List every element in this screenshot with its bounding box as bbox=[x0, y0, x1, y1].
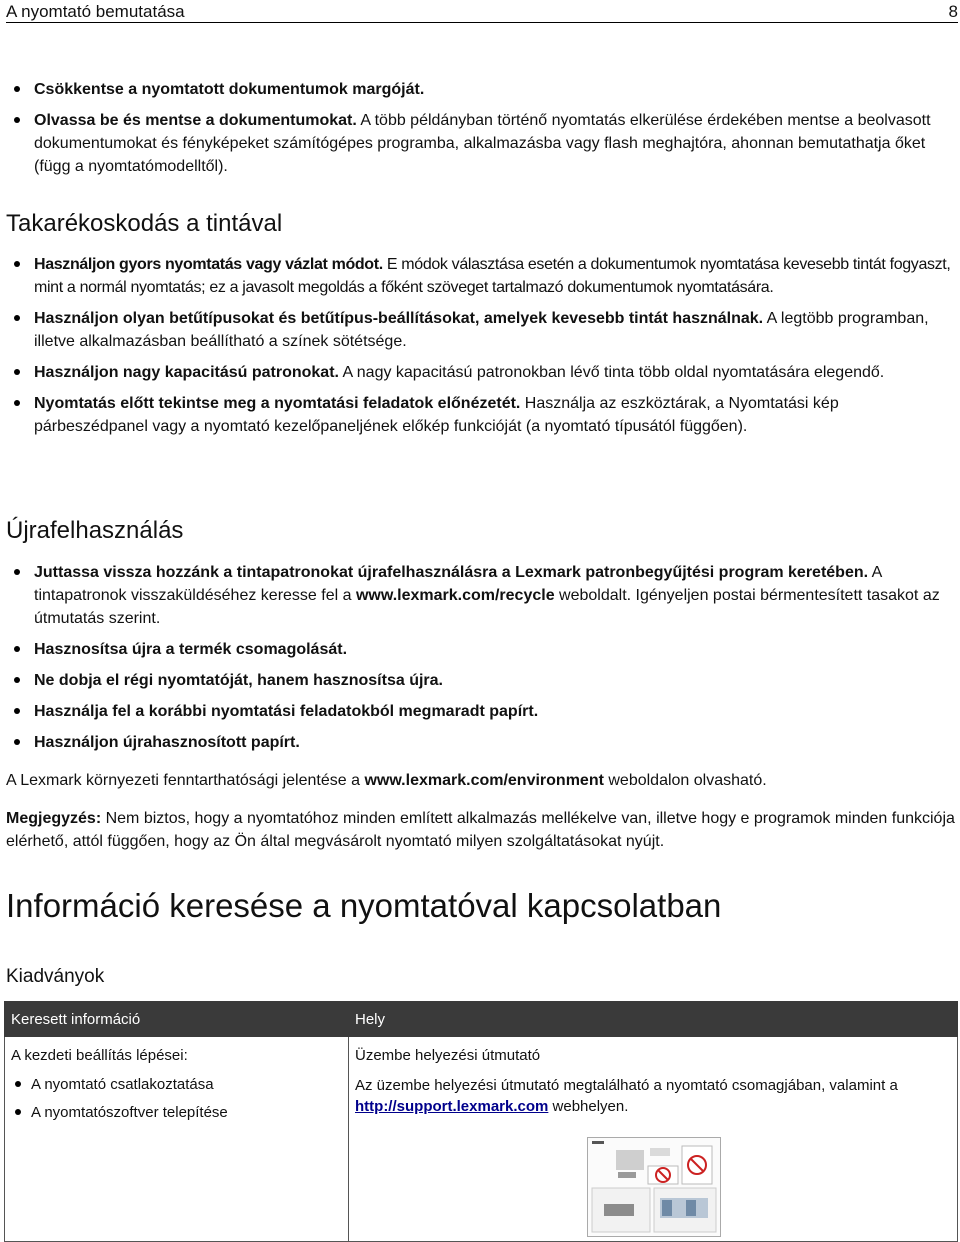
list-item bbox=[10, 731, 956, 754]
recycle-url[interactable]: www.lexmark.com/recycle bbox=[355, 587, 555, 604]
setup-guide-image bbox=[588, 1138, 720, 1236]
item-text: Használja az eszköztárak, a Nyomtatási kép párbeszédpanel vagy a nyomtató kezelőpaneljének előkép funkcióját (a nyomtató típusától függően). bbox=[34, 395, 839, 435]
top-list bbox=[10, 78, 956, 186]
cell-title: Üzembe helyezési útmutató bbox=[355, 1047, 541, 1064]
header-title: A nyomtató bemutatása bbox=[6, 2, 185, 21]
column-header: Keresett információ bbox=[5, 1002, 349, 1037]
column-header: Hely bbox=[349, 1002, 958, 1037]
item-bold: Juttassa vissza hozzánk a tintapatronokat újrafelhasználásra a Lexmark patronbegyűjtési program keretében. bbox=[34, 564, 869, 581]
cell-label: A kezdeti beállítás lépései: bbox=[11, 1047, 188, 1064]
table-cell bbox=[5, 1037, 349, 1242]
support-link[interactable]: http://support.lexmark.com bbox=[355, 1098, 549, 1115]
setup-guide-thumbnail bbox=[587, 1137, 721, 1237]
note bbox=[6, 807, 956, 853]
list-item bbox=[10, 638, 956, 661]
cell-list bbox=[11, 1074, 342, 1123]
list-item bbox=[10, 307, 956, 353]
section-heading-info: Információ keresése a nyomtatóval kapcsolatban bbox=[6, 887, 722, 924]
item-bold: Csökkentse a nyomtatott dokumentumok margóját. bbox=[34, 81, 425, 98]
list-item bbox=[10, 78, 956, 101]
item-bold: Olvassa be és mentse a dokumentumokat. bbox=[34, 112, 357, 129]
list-item bbox=[10, 253, 956, 299]
list-item bbox=[10, 392, 956, 438]
list-item bbox=[10, 700, 956, 723]
list-item bbox=[10, 669, 956, 692]
section-heading-ink: Takarékoskodás a tintával bbox=[6, 210, 283, 237]
item-bold: Használja fel a korábbi nyomtatási feladatokból megmaradt papírt. bbox=[34, 703, 539, 720]
table-cell bbox=[349, 1037, 958, 1242]
subheading-publications: Kiadványok bbox=[6, 966, 105, 987]
list-item: A nyomtató csatlakoztatása bbox=[11, 1074, 342, 1095]
report-text: A Lexmark környezeti fenntarthatósági jelentése a bbox=[6, 772, 365, 789]
table-header-row bbox=[5, 1002, 958, 1037]
item-bold: Használjon gyors nyomtatás vagy vázlat módot. bbox=[34, 256, 383, 273]
list-item: A nyomtatószoftver telepítése bbox=[11, 1102, 342, 1123]
cell-text-part: webhelyen. bbox=[548, 1098, 629, 1115]
list-item bbox=[10, 561, 956, 630]
list-item bbox=[10, 361, 956, 384]
page-number: 8 bbox=[948, 2, 958, 21]
item-text: A tintapatronok visszaküldéséhez keresse fel a bbox=[34, 564, 882, 604]
page-header bbox=[6, 0, 958, 23]
note-label: Megjegyzés: bbox=[6, 810, 102, 827]
item-bold: Használjon nagy kapacitású patronokat. bbox=[34, 364, 339, 381]
report-text: weboldalon olvasható. bbox=[603, 772, 767, 789]
ink-list bbox=[10, 253, 956, 446]
cell-text bbox=[355, 1075, 951, 1117]
item-text: A legtöbb programban, illetve alkalmazásban beállítható a színek sötétsége. bbox=[34, 310, 929, 350]
item-bold: Használjon újrahasznosított papírt. bbox=[34, 734, 300, 751]
item-text: A több példányban történő nyomtatás elkerülése érdekében mentse a beolvasott dokumentumokat és fényképeket számítógépes programba, alkalmazásba vagy flash meghajtóra, ahonnan bemutathatja őket (függ a nyomtatómodelltől). bbox=[34, 112, 931, 175]
item-text: weboldalt. Igényeljen postai bérmentesített tasakot az útmutatás szerint. bbox=[34, 587, 940, 627]
section-heading-recycle: Újrafelhasználás bbox=[6, 517, 184, 544]
item-bold: Hasznosítsa újra a termék csomagolását. bbox=[34, 641, 348, 658]
table-row bbox=[5, 1037, 958, 1242]
item-bold: Ne dobja el régi nyomtatóját, hanem hasznosítsa újra. bbox=[34, 672, 443, 689]
publications-table bbox=[4, 1001, 958, 1242]
environment-url[interactable]: www.lexmark.com/environment bbox=[364, 772, 604, 789]
recycle-list bbox=[10, 561, 956, 762]
item-bold: Használjon olyan betűtípusokat és betűtípus-beállításokat, amelyek kevesebb tintát használnak. bbox=[34, 310, 764, 327]
cell-text-part: Az üzembe helyezési útmutató megtalálható a nyomtató csomagjában, valamint a bbox=[355, 1077, 898, 1094]
item-bold: Nyomtatás előtt tekintse meg a nyomtatási feladatok előnézetét. bbox=[34, 395, 521, 412]
note-text: Nem biztos, hogy a nyomtatóhoz minden említett alkalmazás mellékelve van, illetve hogy e programok minden funkciója elérhető, attól függően, hogy az Ön által megvásárolt nyomtató milyen szolgáltatásokat nyújt. bbox=[6, 810, 955, 850]
environment-report bbox=[6, 769, 956, 792]
item-text: E módok választása esetén a dokumentumok nyomtatása kevesebb tintát fogyaszt, mint a normál nyomtatás; ez a javasolt megoldás a főként szöveget tartalmazó dokumentumok nyomtatására. bbox=[34, 256, 951, 296]
item-text: A nagy kapacitású patronokban lévő tinta több oldal nyomtatására elegendő. bbox=[338, 364, 885, 381]
list-item bbox=[10, 109, 956, 178]
